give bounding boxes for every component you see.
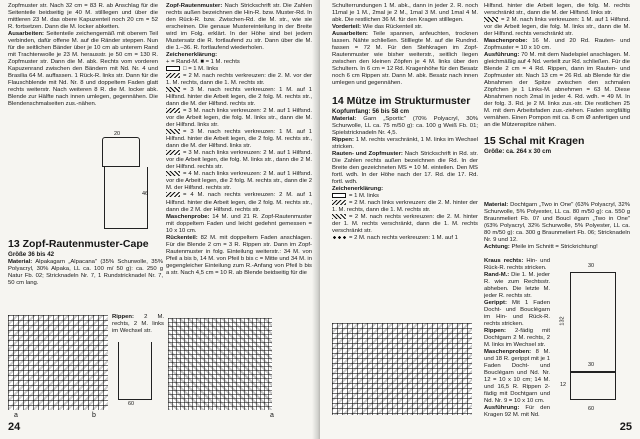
legend-item-9: = 4 M. nach rechts verkreuzen: 2 M. auf 1 Hilfsnd. hinter die Arbeit legen, die 2 folg. M. rechts str., dann die 2 M. der Hilfsnd. rechts str. <box>166 192 312 213</box>
legend-title: Zeichenerklärung: <box>166 52 218 58</box>
page-number-left: 24 <box>8 421 21 433</box>
left-column-2 <box>166 3 312 317</box>
legend-item-3: = 2 M. nach rechts verkreuzen: die 2. M. vor der 1. M. rechts, dann die 1. M. rechts str. <box>166 73 312 87</box>
rueckenteil-paragraph: Rückenteil: 82 M. mit doppeltem Faden anschlagen. Für die Blende 2 cm = 3 R. Rippen str. Dann im Zopf-Rautenmuster in folg. Einteilung weiterstr.: 34 M. von Pfeil a bis b, 14 M. von Pfeil b bis c = Mitte und 34 M. in gegengleicher Einteilung zum R.-Anfang von Pfeil b bis a str. Nach 4,5 cm = 10 R. ab Blende beidseitig für die <box>166 234 312 276</box>
right-column-2 <box>484 3 630 203</box>
legend-item-8: = 4 M. nach links verkreuzen: 2 M. auf 1 Hilfsnd. vor die Arbeit legen, die 2 folg. M. rechts str., dann die 2 M. der Hilfsnd. rechts str. <box>166 171 312 192</box>
ausarbeiten-paragraph <box>8 31 158 108</box>
schal-maschenproben: Maschenproben: 8 M. und 18 R. gerippt mit je 1 Faden Docht- und Bouclégarn und Nd. Nr. 12 = 10 x 10 cm; 14 M. und 16,5 R. Rippen 2-fädig mit Dochtgarn und Nd. Nr. 9 = 10 x 10 cm. <box>484 349 550 404</box>
muetze-maschenprobe: Maschenprobe: 16 M. und 20 Rd. Rauten- und Zopfmuster = 10 x 10 cm. <box>484 38 630 52</box>
muetze-legend-3: = 2 M. nach rechts verkreuzen: die 2. M. hinter der 1. M. rechts verschränkt, dann die 1. M. rechts verschränkt str. <box>332 214 478 235</box>
muetze-size: Kopfumfang: 56 bis 58 cm <box>332 108 410 115</box>
zopf-rautenmuster-paragraph <box>166 3 312 52</box>
cape-knitting-chart-right <box>168 318 272 410</box>
legend-item-6: = 3 M. nach rechts verkreuzen: 1 M. auf 1 Hilfsnd. hinter die Arbeit legen, die 2 folg. M. rechts str., dann die M. der Hilfsnd. links str. <box>166 129 312 150</box>
scarf-label-132: 132 <box>559 316 566 326</box>
muetze-rauten: Rauten- und Zopfmuster: Nach Strickschrift in Rd. str. Die Zahlen rechts außen bezeichnen die Rd. In der Breite den gezeichneten MS = 10 M. einteilen. Den MS fortl. wdh. In der Höhe nach der 17. Rd. die 17. Rd. fortl. wdh. <box>332 151 478 185</box>
muetze-rippen: Rippen: 1 M. rechts verschränkt, 1 M. links im Wechsel stricken. <box>332 137 478 150</box>
cape-material-text: Alpakagarn „Alpacana" (35% Schurwolle, 35% Polyacryl, 30% Alpaka, LL ca. 100 m/ 50 g): ca. 250 g Natur Fb. 02; Stricknadeln Nr. 7, 1 Rundstricknadel Nr. 7, 50 cm lang. <box>8 259 163 286</box>
schal-title: 15 Schal mit Kragen <box>484 135 585 148</box>
page-number-right: 25 <box>619 421 632 433</box>
legend-item-1: + = Rand-M. ■ = 1 M. rechts <box>166 59 240 65</box>
muetze-legend-1: = 1 M. links <box>332 193 478 200</box>
cape-title: 13 Zopf-Rautenmuster-Cape <box>8 238 149 250</box>
cape-size: Größe 36 bis 42 <box>8 251 55 258</box>
right-page <box>320 0 640 439</box>
muetze-legend-4: = 2 M. nach rechts verkreuzen: 1 M. auf 1 <box>332 235 478 242</box>
legend-item-4: = 3 M. nach rechts verkreuzen: 1 M. auf 1 Hilfsnd. hinter die Arbeit legen, die 2 folg. M. rechts str., dann die M. der Hilfsnd. rechts str. <box>166 87 312 108</box>
hood-schematic <box>98 131 158 237</box>
schal-narrow-column <box>484 258 550 428</box>
chart-arrow-a-right: a <box>270 412 274 419</box>
legend-item-5: = 3 M. nach links verkreuzen: 2 M. auf 1 Hilfsnd. vor die Arbeit legen, die folg. M. links str., dann die M. der Hilfsnd. links str. <box>166 108 312 129</box>
cape-material <box>8 259 163 287</box>
cape-rippen <box>112 314 164 342</box>
ausarbeiten-text: Seitenteile zeichengemäß mit oberem Teil verbinden, dafür offene M. auf die Ränder steppen. Nun für die seitlichen Bänder über je 10 cm ab unterem Rand mit Trachtenwolle je 23 M. herausstr. je 50 cm = 130 R. Zopfmuster str. Dann die M. abk. Rechts vom vorderen Kapuzenrand zwischen den Bändern mit Nd. Nr. 4 und Brasilia 64 M. auffassen. 1 Rück-R. links str. Dann für die Flauschblende mit Nd. Nr. 8 und doppeltem Faden glatt rechts weiterstr. Nach weiteren 8 R. die M. locker abk. Blende zur Hälfte nach innen umlegen, gegennähen. Die Blendenschmalseiten zus.-nähen. <box>8 31 158 107</box>
hilfsnd-text: Hilfsnd. hinter die Arbeit legen, die folg. M. rechts verschränkt str., dann die M. der Hilfsnd. links str. <box>484 3 630 16</box>
schal-kraus: Kraus rechts: Hin- und Rück-R. rechts stricken. <box>484 258 550 271</box>
cape-header <box>8 234 163 314</box>
schal-material: Material: Dochtgarn „Two in One" (63% Polyacryl, 32% Schurwolle, 5% Polyester, LL ca. 80 m/50 g): ca. 550 g Braunmeliert Fb. 07 und Boucl égarn „Two in One" (63% Polyacryl, 32% Schurwolle, 5% Polyester, LL ca. 80 m/50 g): ca. 300 g Braunmeliert Fb. 06; Stricknadeln Nr. 9 und 12. <box>484 202 630 243</box>
ausarbeiten-right-paragraph: Ausarbeiten: Teile spannen, anfeuchten, trocknen lassen. Nähte schließen. Stilllegte M. auf die Rundnd. fassen = 72 M. Für den Stehkragen im Zopf-Rautenmuster wie bisher weiterstr., seitlich liegen zwischen den kleinen Zöpfen je 4 M. links über den Schultern. In 6 cm = 12 Rd. Kragenhöhe für den Besatz noch 6 cm Rippen str. Dann M. abk. Besatz nach innen umlegen und gegennähen. <box>332 31 478 86</box>
schematic-label-20: 20 <box>114 131 121 137</box>
left-page <box>0 0 318 439</box>
col4-legend: = 2 M. nach links verkreuzen: 1 M. auf 1 Hilfsnd. vor die Arbeit legen, die folg. M. links str., dann die M. der Hilfsnd. rechts verschränkt str. <box>484 17 630 38</box>
cape-rippen-label: Rippen: <box>112 314 134 320</box>
muetze-title: 14 Mütze im Strukturmuster <box>332 95 471 107</box>
schal-rippen: Rippen: 2-fädig mit Dochtgarn 2 M. rechts, 2 M. links im Wechsel str. <box>484 328 550 348</box>
schal-randm: Rand-M.: Die 1. M. jeder R. wie zum Rechtsstr. abheben. Die letzte M. jeder R. rechts str. <box>484 272 550 299</box>
schulter-text: Schulterrundungen 1 M. abk., dann in jeder 2. R. noch 11mal je 1 M., 2mal je 2 M., 1mal 3 M. und 1mal 4 M. abk. Die restlichen 36 M. für den Kragen stilllegen. <box>332 3 478 23</box>
muetze-material: Material: Garn „Sportic" (70% Polyacryl, 30% Schurwolle, LL ca. 75 m/50 g): ca. 100 g Weiß Fb. 01; Spielstricknadeln Nr. 4,5. <box>332 116 478 136</box>
muetze-legend-2: = 2 M. nach links verkreuzen: die 2. M. hinter der 1. M. rechts, dann die 1. M. rechts str. <box>332 200 478 214</box>
zopf-rautenmuster-label: Zopf-Rautenmuster: <box>166 3 223 9</box>
scarf-label-60: 60 <box>588 406 595 412</box>
cape-rippen-text: 2 M. rechts, 2 M. links im Wechsel str. <box>112 314 164 334</box>
muetze-knitting-chart <box>332 323 472 415</box>
scarf-label-12: 12 <box>560 382 567 388</box>
cape-schematic-label-60: 60 <box>128 401 135 407</box>
muetze-ausfuehrung: Ausführung: 70 M. mit dem Nadelspiel anschlagen. M. gleichmäßig auf 4 Nd. verteilt zur Rd. schließen. Für die Blende 2 cm = 4 Rd. Rippen, dann im Rauten- und Zopfmuster str. Nach 13 cm = 26 Rd. ab Blende für die Abnahmen der Spitze zwischen den schmalen Zöpfchen je 1 Links-M. abnehmen = 63 M. Diese Abnahmen noch 2mal in jeder 4. Rd. wdh. = 49 M. In der folg. 3. Rd. je 2 M. links zus.-str. Die restlichen 25 M. mit dem Arbeitsfaden zus.-ziehen. Faden sorgfältig vernähen. Einen Pompon mit ca. 8 cm Ø anfertigen und an die Mützenspitze nähen. <box>484 52 630 129</box>
ausarbeiten-label: Ausarbeiten: <box>8 31 45 37</box>
chart-arrow-a-left: a <box>14 412 18 419</box>
maschenprobe-paragraph: Maschenprobe: 14 M. und 21 R. Zopf-Rautenmuster mit doppeltem Faden und leicht gedehnt gemessen = 10 x 10 cm. <box>166 213 312 234</box>
vorderteil-paragraph: Vorderteil: Wie das Rückenteil str. <box>332 24 423 30</box>
schal-size: Größe: ca. 264 x 30 cm <box>484 148 552 156</box>
schal-gerippt: Gerippt: Mit 1 Faden Docht- und Bouclégarn im Hin- und Rück-R. rechts stricken. <box>484 300 550 327</box>
scarf-schematic <box>552 262 634 427</box>
right-column-1 <box>332 3 478 321</box>
zopf-rautenmuster-text: Nach Strickschrift str. Die Zahlen rechts außen bezeichnen die Hin-R. bzw. Muster-Rd. In den Rück-R. bzw. Zwischen-Rd. die M. str., wie sie erscheinen. Die genaue Mustereinteilung in der Breite wird im Folg. erklärt. In der Höhe sind bei jedem Mustersatz die R. fortlaufend zu str. Dann über die M. die 1.–36. R. fortlaufend wiederholen. <box>166 3 312 51</box>
legend-item-7: = 3 M. nach links verkreuzen: 2 M. auf 1 Hilfsnd. vor die Arbeit legen, die folg. M. links str., dann die 2 M. der Hilfsnd. rechts str. <box>166 150 312 171</box>
schematic-label-46: 46 <box>142 191 149 197</box>
schal-achtung: Achtung: Pfeile im Schnitt = Strickrichtung! <box>484 244 598 250</box>
right-column-2-lower <box>484 202 630 258</box>
chart-arrow-b: b <box>92 412 96 419</box>
muetze-legend-title: Zeichenerklärung: <box>332 186 384 192</box>
schal-ausfuehrung: Ausführung: Für den Kragen 92 M. mit Nd. <box>484 405 550 418</box>
scarf-label-30-top: 30 <box>588 263 595 269</box>
cape-knitting-chart <box>8 315 108 410</box>
cape-material-label: Material: <box>8 259 33 265</box>
legend-item-2: □ = 1 M. links <box>166 66 312 73</box>
scarf-label-30-mid: 30 <box>588 362 595 368</box>
cape-continued-text: Zopfmuster str. Nach 32 cm = 83 R. ab Anschlag für die Seitenteile beidseitig je 40 M. stilllegen und über die mittleren 23 M. das obere Kapuzenteil noch 20 cm = 52 R. fortsetzen. Dann die M. locker abketten. <box>8 3 158 30</box>
